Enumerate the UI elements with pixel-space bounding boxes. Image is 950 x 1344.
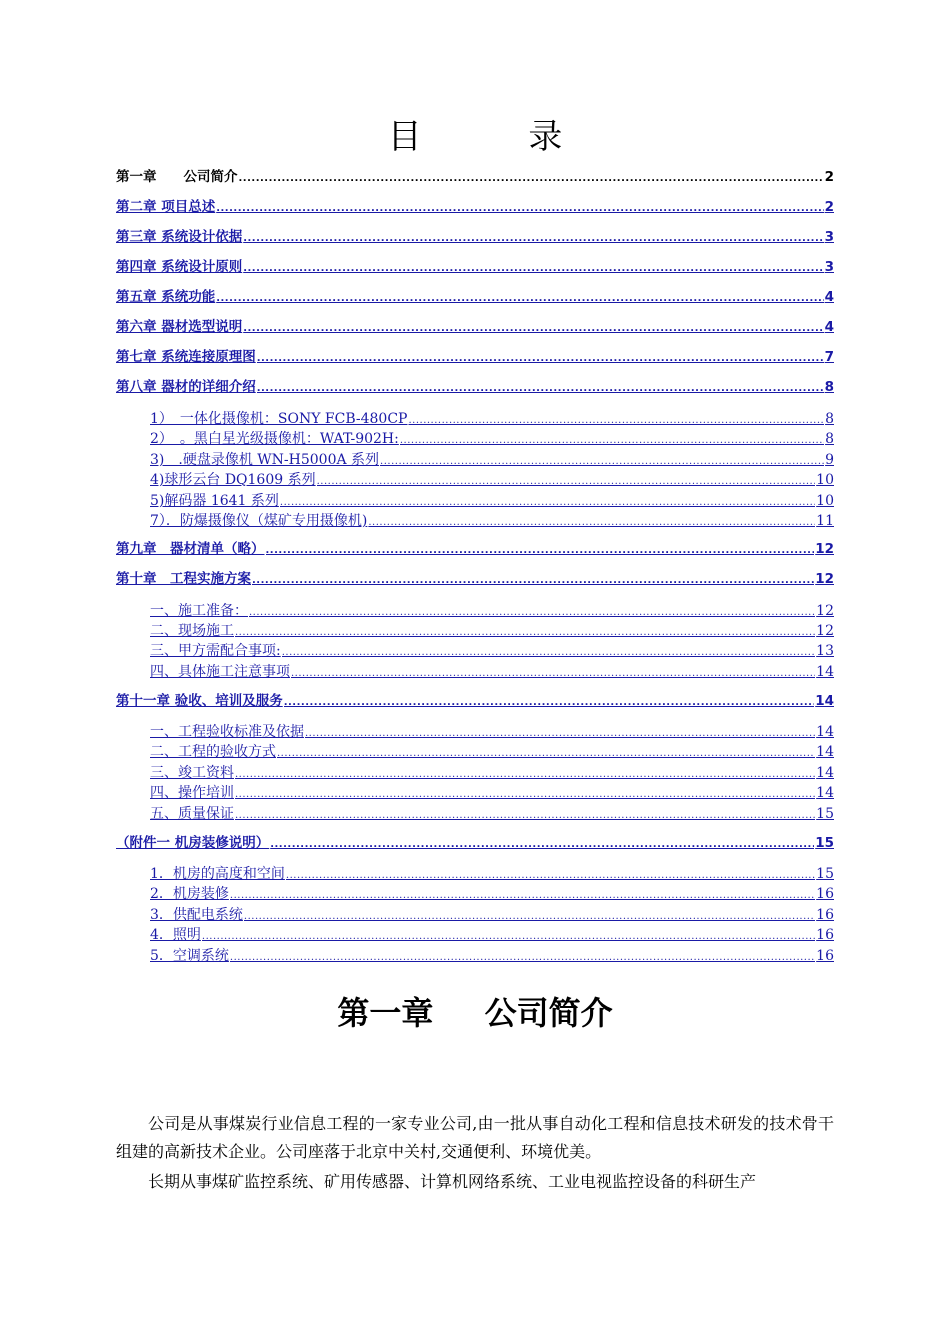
toc-entry-title: 第五章 系统功能: [116, 289, 216, 305]
toc-dot-leader: [243, 262, 823, 276]
toc-chapter-entry[interactable]: [116, 346, 834, 366]
toc-dot-leader: [317, 475, 816, 489]
toc-dot-leader: [284, 696, 815, 710]
toc-section-entry[interactable]: [150, 945, 834, 965]
toc-entry-title: 第七章 系统连接原理图: [116, 349, 256, 365]
toc-chapter-entry[interactable]: [116, 286, 834, 306]
toc-page-number: 16: [816, 886, 834, 902]
toc-entry-title: 第九章 器材清单（略）: [116, 541, 265, 557]
toc-page-number: 15: [815, 835, 834, 851]
toc-dot-leader: [244, 910, 815, 924]
toc-page-number: 8: [824, 379, 834, 395]
toc-entry-title: 2） 。黑白星光级摄像机：WAT-902H:: [150, 431, 399, 447]
toc-dot-leader: [291, 667, 815, 681]
toc-chapter-entry[interactable]: [116, 196, 834, 216]
toc-entry-title: 三、甲方需配合事项:: [150, 643, 281, 659]
toc-dot-leader: [243, 322, 823, 336]
toc-section-entry[interactable]: [150, 863, 834, 883]
toc-section-entry[interactable]: [150, 510, 834, 530]
chapter-heading: 第一章 公司简介: [337, 994, 613, 1032]
toc-chapter-entry[interactable]: [116, 538, 834, 558]
toc-dot-leader: [235, 626, 815, 640]
toc-section-entry[interactable]: [150, 741, 834, 761]
toc-chapter-entry[interactable]: [116, 166, 834, 186]
toc-entry-title: 第六章 器材选型说明: [116, 319, 243, 335]
toc-entry-title: 三、竣工资料: [150, 765, 234, 781]
toc-entry-title: 第一章 公司简介: [116, 169, 238, 185]
toc-entry-title: 5)解码器 1641 系列: [150, 493, 279, 509]
toc-chapter-entry[interactable]: [116, 690, 834, 710]
toc-dot-leader: [282, 646, 815, 660]
toc-section-entry[interactable]: [150, 721, 834, 741]
toc-page-number: 8: [825, 431, 834, 447]
toc-entry-title: 四、操作培训: [150, 785, 234, 801]
toc-chapter-entry[interactable]: [116, 256, 834, 276]
toc-dot-leader: [216, 292, 823, 306]
toc-entry-title: 2．机房装修: [150, 886, 229, 902]
toc-dot-leader: [249, 606, 815, 620]
toc-page-number: 2: [824, 199, 834, 215]
toc-dot-leader: [266, 544, 815, 558]
toc-page-number: 13: [816, 643, 834, 659]
toc-dot-leader: [280, 496, 815, 510]
toc-section-entry[interactable]: [150, 640, 834, 660]
toc-dot-leader: [286, 869, 815, 883]
toc-dot-leader: [305, 727, 815, 741]
toc-page-number: 12: [816, 603, 834, 619]
toc-page-number: 2: [824, 169, 834, 185]
toc-entry-title: 3．供配电系统: [150, 907, 243, 923]
toc-dot-leader: [230, 889, 815, 903]
toc-section-entry[interactable]: [150, 803, 834, 823]
toc-section-entry[interactable]: [150, 408, 834, 428]
toc-page-number: 3: [824, 229, 834, 245]
toc-dot-leader: [380, 455, 824, 469]
toc-page-number: 7: [824, 349, 834, 365]
toc-page-number: 16: [816, 907, 834, 923]
toc-entry-title: 二、现场施工: [150, 623, 234, 639]
toc-section-entry[interactable]: [150, 620, 834, 640]
toc-section-entry[interactable]: [150, 762, 834, 782]
toc-entry-title: 第四章 系统设计原则: [116, 259, 243, 275]
toc-page-number: 16: [816, 948, 834, 964]
toc-page-number: 3: [824, 259, 834, 275]
toc-section-entry[interactable]: [150, 883, 834, 903]
toc-entry-title: （附件一 机房装修说明）: [116, 835, 270, 851]
toc-entry-title: 7）．防爆摄像仪（煤矿专用摄像机): [150, 513, 368, 529]
toc-page-number: 15: [816, 866, 834, 882]
toc-page-number: 14: [816, 724, 834, 740]
toc-entry-title: 第二章 项目总述: [116, 199, 216, 215]
toc-section-entry[interactable]: [150, 449, 834, 469]
toc-entry-title: 二、工程的验收方式: [150, 744, 276, 760]
toc-dot-leader: [235, 768, 815, 782]
toc-entry-title: 4)球形云台 DQ1609 系列: [150, 472, 316, 488]
toc-entry-title: 3) .硬盘录像机 WN-H5000A 系列: [150, 452, 380, 468]
toc-page-number: 14: [816, 785, 834, 801]
toc-page-number: 12: [816, 623, 834, 639]
toc-dot-leader: [257, 352, 824, 366]
toc-chapter-entry[interactable]: [116, 316, 834, 336]
toc-section-entry[interactable]: [150, 469, 834, 489]
toc-chapter-entry[interactable]: [116, 376, 834, 396]
toc-page-number: 8: [825, 411, 834, 427]
toc-section-entry[interactable]: [150, 782, 834, 802]
toc-section-entry[interactable]: [150, 490, 834, 510]
toc-entry-title: 1） 一体化摄像机：SONY FCB-480CP: [150, 411, 408, 427]
toc-dot-leader: [235, 809, 815, 823]
toc-page-number: 4: [824, 319, 834, 335]
toc-dot-leader: [277, 747, 815, 761]
toc-page-number: 14: [816, 744, 834, 760]
toc-entry-title: 第十章 工程实施方案: [116, 571, 251, 587]
toc-dot-leader: [270, 838, 814, 852]
toc-page-number: 10: [816, 472, 834, 488]
toc-entry-title: 第十一章 验收、培训及服务: [116, 693, 283, 709]
toc-dot-leader: [230, 951, 815, 965]
toc-dot-leader: [400, 434, 824, 448]
toc-dot-leader: [216, 202, 823, 216]
toc-page-number: 14: [816, 664, 834, 680]
toc-page-number: 16: [816, 927, 834, 943]
toc-entry-title: 四、具体施工注意事项: [150, 664, 290, 680]
toc-title: 目 录: [387, 117, 611, 157]
toc-entry-title: 第八章 器材的详细介绍: [116, 379, 256, 395]
toc-chapter-entry[interactable]: [116, 226, 834, 246]
toc-entry-title: 第三章 系统设计依据: [116, 229, 243, 245]
toc-section-entry[interactable]: [150, 661, 834, 681]
toc-section-entry[interactable]: [150, 924, 834, 944]
toc-page-number: 14: [815, 693, 834, 709]
toc-page-number: 10: [816, 493, 834, 509]
toc-dot-leader: [257, 382, 824, 396]
toc-dot-leader: [202, 930, 815, 944]
toc-entry-title: 一、施工准备：: [150, 603, 248, 619]
toc-dot-leader: [252, 574, 814, 588]
toc-page-number: 12: [815, 541, 834, 557]
toc-entry-title: 5．空调系统: [150, 948, 229, 964]
toc-entry-title: 1．机房的高度和空间: [150, 866, 285, 882]
toc-chapter-entry[interactable]: [116, 568, 834, 588]
toc-chapter-entry[interactable]: [116, 832, 834, 852]
toc-section-entry[interactable]: [150, 904, 834, 924]
toc-page-number: 11: [816, 513, 834, 529]
toc-dot-leader: [239, 172, 824, 186]
body-paragraph: 公司是从事煤炭行业信息工程的一家专业公司,由一批从事自动化工程和信息技术研发的技术骨干组建的高新技术企业。公司座落于北京中关村,交通便利、环境优美。: [116, 1114, 834, 1161]
toc-dot-leader: [368, 516, 815, 530]
toc-entry-title: 4．照明: [150, 927, 201, 943]
toc-page-number: 14: [816, 765, 834, 781]
toc-page-number: 4: [824, 289, 834, 305]
toc-dot-leader: [243, 232, 823, 246]
toc-page-number: 12: [815, 571, 834, 587]
toc-page-number: 15: [816, 806, 834, 822]
toc-dot-leader: [235, 788, 815, 802]
toc-section-entry[interactable]: [150, 428, 834, 448]
toc-entry-title: 五、质量保证: [150, 806, 234, 822]
toc-dot-leader: [408, 414, 824, 428]
body-paragraph: 长期从事煤矿监控系统、矿用传感器、计算机网络系统、工业电视监控设备的科研生产: [148, 1172, 757, 1191]
toc-page-number: 9: [825, 452, 834, 468]
toc-entry-title: 一、工程验收标准及依据: [150, 724, 304, 740]
toc-section-entry[interactable]: [150, 600, 834, 620]
